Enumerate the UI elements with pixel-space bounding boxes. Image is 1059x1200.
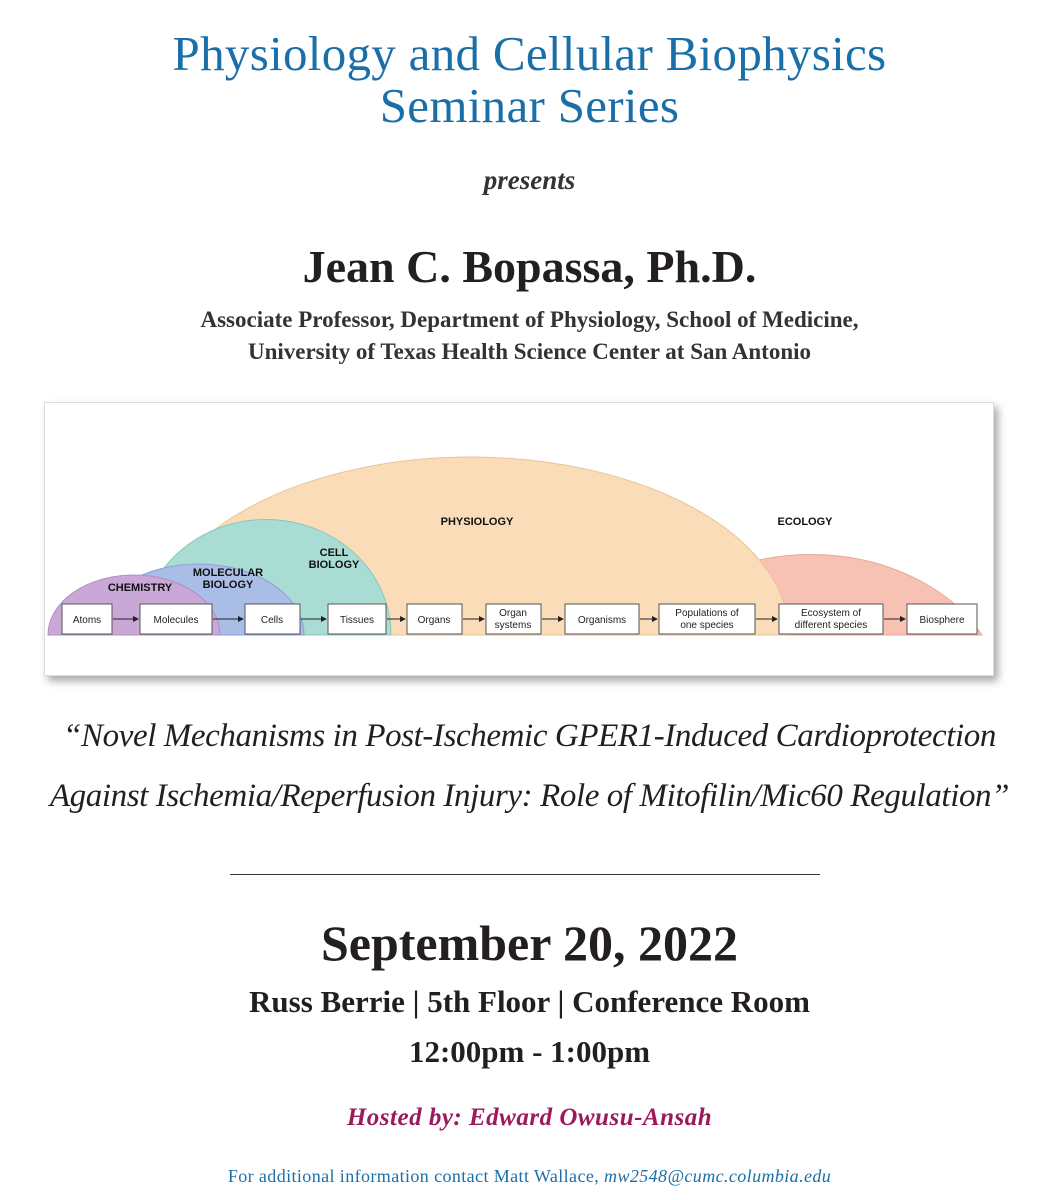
level-label-populations-line1: Populations of [675,608,739,619]
presents-label: presents [483,165,576,195]
event-time: 12:00pm - 1:00pm [408,1034,651,1069]
talk-title [0,706,1059,826]
physiology-label: PHYSIOLOGY [440,516,514,528]
level-label-organ-systems-line1: Organ [499,608,527,619]
level-label-organ-systems-line2: systems [494,620,532,631]
biology-hierarchy-diagram [45,403,993,675]
cell-biology-label-line1: CELL [319,547,349,559]
level-label-ecosystem-line1: Ecosystem of [800,608,862,619]
host-line: Hosted by: Edward Owusu-Ansah [346,1104,713,1131]
event-location: Russ Berrie | 5th Floor | Conference Room [249,984,810,1019]
chemistry-label: CHEMISTRY [107,582,173,594]
ecology-label: ECOLOGY [777,516,833,528]
level-label-tissues: Tissues [339,615,375,626]
speaker-name: Jean C. Bopassa, Ph.D. [302,241,757,292]
series-title-line1: Physiology and Cellular Biophysics [172,26,887,81]
series-title [0,28,1059,132]
event-date: September 20, 2022 [320,915,739,971]
level-label-biosphere: Biosphere [919,615,965,626]
series-title-line2: Seminar Series [379,78,680,133]
affiliation-line1: Associate Professor, Department of Physiology, School of Medicine, [200,307,859,332]
divider [230,874,820,875]
contact-line [0,1166,1059,1187]
molecular-biology-label-line2: BIOLOGY [202,579,254,591]
contact-text: For additional information contact Matt Wallace, [227,1166,600,1186]
biology-hierarchy-figure [44,402,994,676]
molecular-biology-label-line1: MOLECULAR [192,567,264,579]
talk-title-line2: Against Ischemia/Reperfusion Injury: Role of Mitofilin/Mic60 Regulation” [49,778,1010,814]
speaker-affiliation [0,304,1059,368]
level-label-atoms: Atoms [72,615,102,626]
talk-title-line1: “Novel Mechanisms in Post-Ischemic GPER1-Induced Cardioprotection [63,718,996,754]
level-label-ecosystem-line2: different species [794,620,868,631]
level-label-organisms: Organisms [577,615,627,626]
affiliation-line2: University of Texas Health Science Center at San Antonio [247,339,812,364]
level-label-populations-line2: one species [680,620,734,631]
level-label-molecules: Molecules [153,615,199,626]
contact-email-link[interactable]: mw2548@cumc.columbia.edu [604,1166,832,1186]
cell-biology-label-line2: BIOLOGY [308,559,360,571]
level-label-cells: Cells [260,615,284,626]
level-label-organs: Organs [417,615,451,626]
